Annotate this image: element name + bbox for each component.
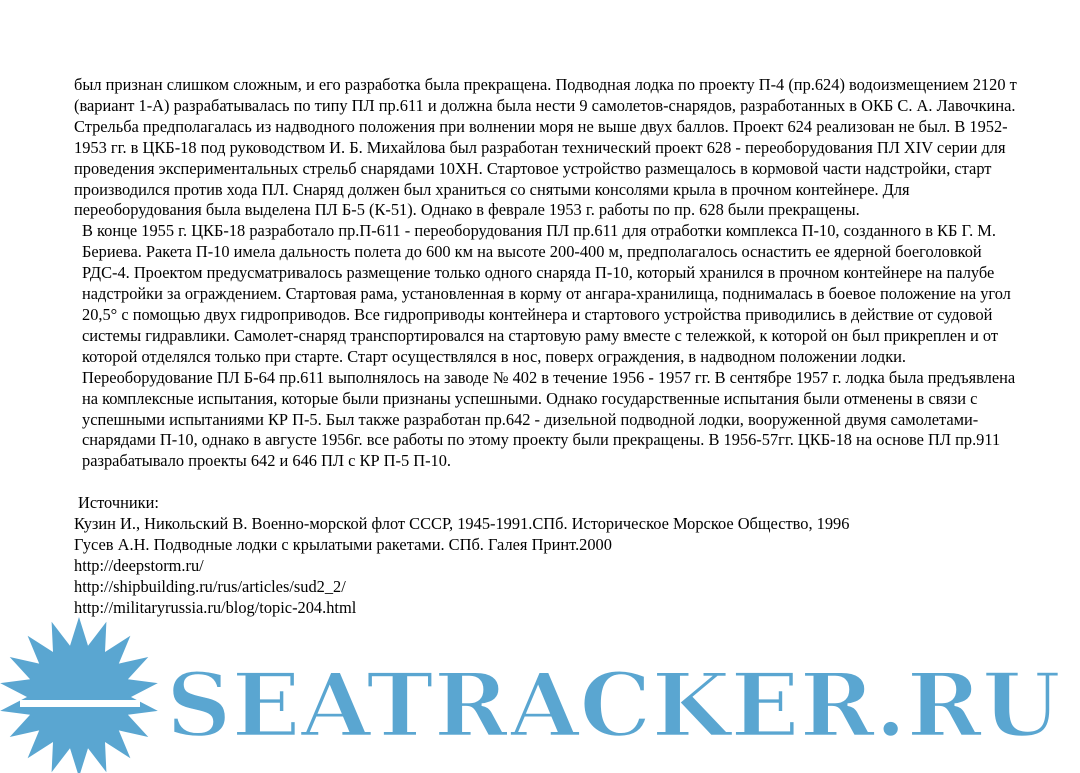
seatracker-watermark <box>0 612 1080 773</box>
source-item-gusev: Гусев А.Н. Подводные лодки с крылатыми ракетами. СПб. Галея Принт.2000 <box>74 534 612 554</box>
spacer <box>74 472 1024 493</box>
sources-heading: Источники: <box>78 493 159 513</box>
source-link-deepstorm[interactable]: http://deepstorm.ru/ <box>74 555 204 575</box>
source-link-shipbuilding[interactable]: http://shipbuilding.ru/rus/articles/sud2_2/ <box>74 576 346 596</box>
article-body <box>74 75 1024 619</box>
article-paragraph-1: был признан слишком сложным, и его разработка была прекращена. Подводная лодка по проекту П-4 (пр.624) водоизмещением 2120 т (вариант 1-А) разрабатывалась по типу ПЛ пр.611 и должна была нести 9 самолетов-снарядов, разработанных в ОКБ С. А. Лавочкина. Стрельба предполагалась из надводного положения при волнении моря не выше двух баллов. Проект 624 реализован не был. В 1952-1953 гг. в ЦКБ-18 под руководством И. Б. Михайлова был разработан технический проект 628 - переоборудования ПЛ XIV серии для проведения экспериментальных стрельб снарядами 10ХН. Стартовое устройство размещалось в кормовой части надстройки, старт производился против хода ПЛ. Снаряд должен был храниться со снятыми консолями крыла в прочном контейнере. Для переоборудования была выделена ПЛ Б-5 (К-51). Однако в феврале 1953 г. работы по пр. 628 были прекращены. <box>74 75 1017 220</box>
source-item-kuzin: Кузин И., Никольский В. Военно-морской флот СССР, 1945-1991.СПб. Историческое Морское Общество, 1996 <box>74 514 850 534</box>
sun-logo-icon <box>0 617 158 773</box>
source-link-militaryrussia[interactable]: http://militaryrussia.ru/blog/topic-204.html <box>74 597 357 617</box>
article-paragraph-2: В конце 1955 г. ЦКБ-18 разработало пр.П-611 - переоборудования ПЛ пр.611 для отработки комплекса П-10, созданного в КБ Г. М. Бериева. Ракета П-10 имела дальность полета до 600 км на высоте 200-400 м, предполагалось оснастить ее ядерной боеголовкой РДС-4. Проектом предусматривалось размещение только одного снаряда П-10, который хранился в прочном контейнере на палубе надстройки за ограждением. Стартовая рама, установленная в корму от ангара-хранилища, поднималась в боевое положение на угол 20,5° с помощью двух гидроприводов. Все гидроприводы контейнера и стартового устройства приводились в действие от судовой системы гидравлики. Самолет-снаряд транспортировался на стартовую раму вместе с тележкой, к которой он был прикреплен и от которой отделялся только при старте. Старт осуществлялся в нос, поверх ограждения, в надводном положении лодки. Переоборудование ПЛ Б-64 пр.611 выполнялось на заводе № 402 в течение 1956 - 1957 гг. В сентябре 1957 г. лодка была предъявлена на комплексные испытания, которые были признаны успешными. Однако государственные испытания были отменены в связи с успешными испытаниями КР П-5. Был также разработан пр.642 - дизельной подводной лодки, вооруженной двумя самолетами-снарядами П-10, однако в августе 1956г. все работы по этому проекту были прекращены. В 1956-57гг. ЦКБ-18 на основе ПЛ пр.911 разрабатывало проекты 642 и 646 ПЛ с КР П-5 П-10. <box>82 221 1016 471</box>
watermark-text: SEATRACKER.RU <box>166 653 1061 757</box>
